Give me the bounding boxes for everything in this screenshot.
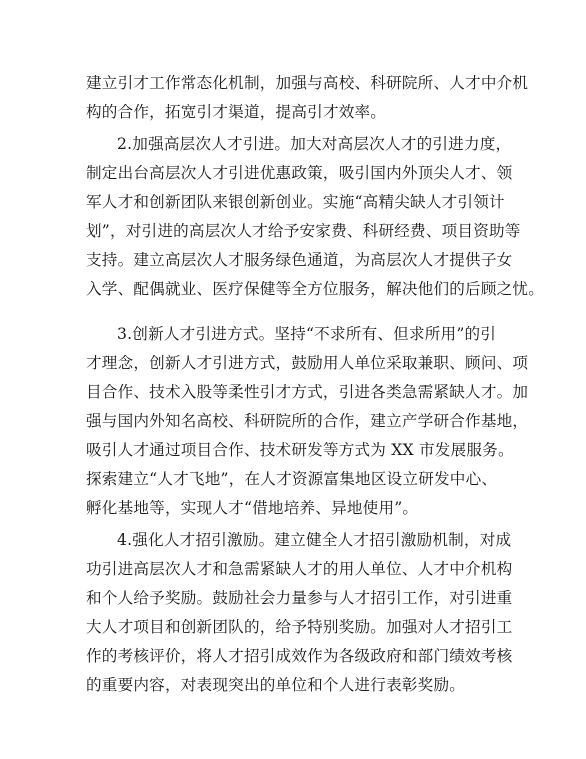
paragraph-line: 孵化基地等，实现人才“借地培养、异地使用”。 <box>86 499 419 517</box>
paragraph-heading-line: 4.强化人才招引激励。建立健全人才招引激励机制，对成 <box>117 531 512 549</box>
paragraph-line: 支持。建立高层次人才服务绿色通道，为高层次人才提供子女 <box>86 251 513 269</box>
paragraph-line: 功引进高层次人才和急需紧缺人才的用人单位、人才中介机构 <box>86 560 513 578</box>
paragraph-line: 划”，对引进的高层次人才给予安家费、科研经费、项目资助等 <box>86 222 521 240</box>
paragraph-line: 的重要内容，对表现突出的单位和个人进行表彰奖励。 <box>86 676 466 694</box>
paragraph-line: 大人才项目和创新团队的，给予特别奖励。加强对人才招引工 <box>86 618 513 636</box>
paragraph-line: 作的考核评价，将人才招引成效作为各级政府和部门绩效考核 <box>86 647 513 665</box>
paragraph-heading-line: 2.加强高层次人才引进。加大对高层次人才的引进力度， <box>117 135 512 153</box>
paragraph-line: 才理念，创新人才引进方式，鼓励用人单位采取兼职、顾问、项 <box>86 354 529 372</box>
paragraph-line: 军人才和创新团队来银创新创业。实施“高精尖缺人才引领计 <box>86 193 505 211</box>
paragraph-line: 目合作、技术入股等柔性引才方式，引进各类急需紧缺人才。加 <box>86 383 529 401</box>
paragraph-line: 探索建立“人才飞地”，在人才资源富集地区设立研发中心、 <box>86 470 498 488</box>
paragraph-line: 和个人给予奖励。鼓励社会力量参与人才招引工作，对引进重 <box>86 589 513 607</box>
paragraph-line: 吸引人才通过项目合作、技术研发等方式为 XX 市发展服务。 <box>86 441 514 459</box>
paragraph-line: 建立引才工作常态化机制，加强与高校、科研院所、人才中介机 <box>86 74 529 92</box>
paragraph-line: 入学、配偶就业、医疗保健等全方位服务，解决他们的后顾之忧。 <box>86 280 545 298</box>
paragraph-line: 制定出台高层次人才引进优惠政策，吸引国内外顶尖人才、领 <box>86 164 513 182</box>
paragraph-heading-line: 3.创新人才引进方式。坚持“不求所有、但求所用”的引 <box>117 325 497 343</box>
paragraph-line: 强与国内外知名高校、科研院所的合作，建立产学研合作基地， <box>86 412 529 430</box>
paragraph-line: 构的合作，拓宽引才渠道，提高引才效率。 <box>86 103 387 121</box>
